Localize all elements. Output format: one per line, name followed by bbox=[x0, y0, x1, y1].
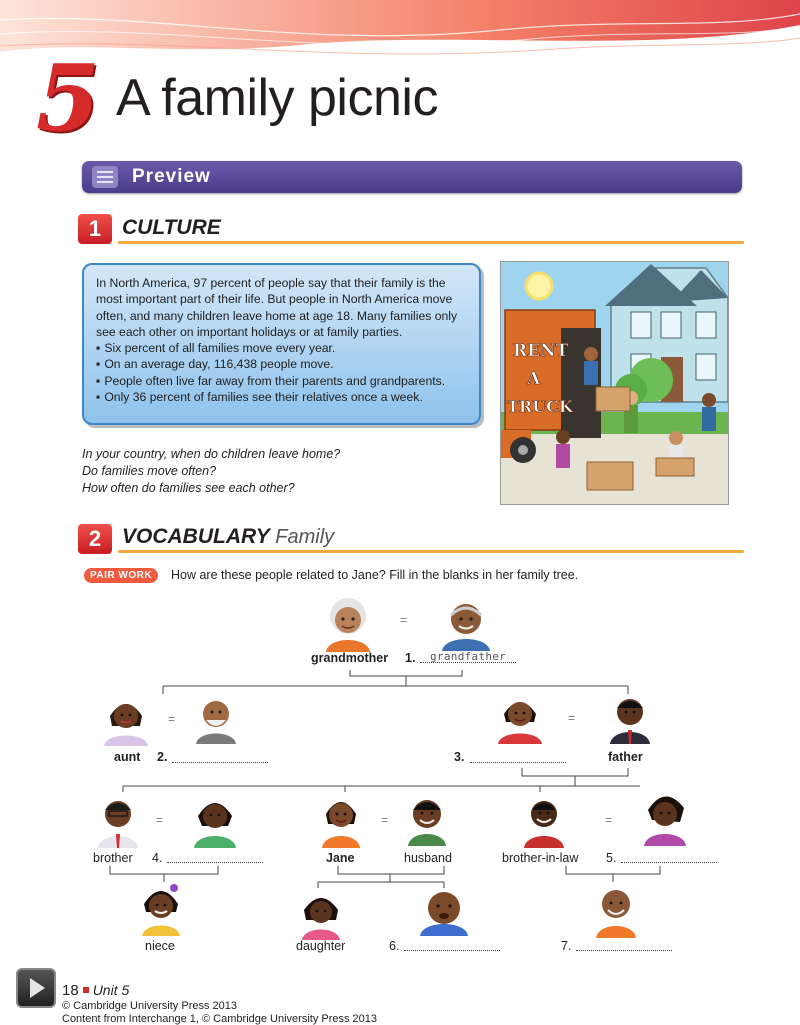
culture-bullet: ▪ On an average day, 116,438 people move. bbox=[96, 356, 471, 372]
brother-in-law-portrait bbox=[522, 790, 566, 848]
aunt-portrait bbox=[100, 692, 152, 746]
section-1-number: 1 bbox=[78, 214, 112, 244]
label-aunt: aunt bbox=[114, 750, 140, 764]
copyright-line: Content from Interchange 1, © Cambridge University Press 2013 bbox=[62, 1013, 377, 1025]
jane-portrait bbox=[318, 790, 364, 848]
label-husband: husband bbox=[404, 851, 452, 865]
equals-sign: = bbox=[381, 813, 388, 827]
label-grandmother: grandmother bbox=[311, 651, 388, 665]
question: How often do families see each other? bbox=[82, 480, 340, 497]
answer-blank-5[interactable] bbox=[621, 851, 717, 863]
answer-blank-6[interactable] bbox=[404, 939, 500, 951]
instruction-text: How are these people related to Jane? Fill in the blanks in her family tree. bbox=[171, 568, 578, 582]
culture-bullet: ▪ People often live far away from their parents and grandparents. bbox=[96, 373, 471, 389]
father-portrait bbox=[606, 690, 654, 744]
label-daughter: daughter bbox=[296, 939, 345, 953]
equals-sign: = bbox=[400, 613, 407, 627]
culture-paragraph-line: In North America, 97 percent of people say that their family is the bbox=[96, 275, 471, 291]
label-q1: 1. bbox=[405, 651, 415, 665]
page-title: A family picnic bbox=[116, 72, 438, 124]
truck-sign-rent: RENT bbox=[513, 341, 569, 361]
page-number: 18 bbox=[62, 982, 79, 999]
nephew-portrait bbox=[594, 880, 638, 938]
page-unit: Unit 5 bbox=[93, 982, 130, 998]
label-q3: 3. bbox=[454, 750, 464, 764]
culture-bullet: ▪ Six percent of all families move every year. bbox=[96, 340, 471, 356]
daughter-portrait bbox=[298, 886, 344, 940]
equals-sign: = bbox=[568, 711, 575, 725]
culture-paragraph-line: most important part of their life. But people in North America move bbox=[96, 291, 471, 307]
grandmother-portrait bbox=[320, 592, 376, 652]
section-2-subtitle: Family bbox=[275, 526, 334, 548]
answer-blank-7[interactable] bbox=[576, 939, 672, 951]
label-brother-in-law: brother-in-law bbox=[502, 851, 578, 865]
question: Do families move often? bbox=[82, 463, 340, 480]
question: In your country, when do children leave home? bbox=[82, 446, 340, 463]
label-q5: 5. bbox=[606, 851, 616, 865]
culture-bullet: ▪ Only 36 percent of families see their relatives once a week. bbox=[96, 389, 471, 405]
preview-label: Preview bbox=[132, 166, 211, 188]
play-icon[interactable] bbox=[16, 968, 56, 1008]
equals-sign: = bbox=[168, 712, 175, 726]
mother-portrait bbox=[494, 692, 546, 744]
answer-blank-3[interactable] bbox=[470, 751, 566, 763]
husband-portrait bbox=[404, 790, 450, 846]
niece-portrait bbox=[136, 878, 186, 936]
brother-portrait bbox=[96, 792, 140, 848]
truck-sign-a: A bbox=[526, 369, 541, 389]
label-niece: niece bbox=[145, 939, 175, 953]
section-1-title: CULTURE bbox=[122, 216, 221, 240]
copyright bbox=[62, 1000, 377, 1025]
answer-blank-2[interactable] bbox=[172, 751, 268, 763]
sister-in-law-portrait bbox=[190, 790, 240, 848]
unit-number: 5 bbox=[36, 52, 100, 144]
section-2-title-text: VOCABULARY bbox=[122, 525, 269, 548]
uncle-portrait bbox=[192, 692, 240, 744]
bullet-square-icon bbox=[83, 987, 89, 993]
copyright-line: © Cambridge University Press 2013 bbox=[62, 1000, 377, 1013]
son-baby-portrait bbox=[416, 884, 472, 936]
truck-sign-truck: TRUCK bbox=[507, 397, 574, 416]
equals-sign: = bbox=[605, 813, 612, 827]
pair-work-badge: PAIR WORK bbox=[84, 568, 158, 583]
label-q7: 7. bbox=[561, 939, 571, 953]
equals-sign: = bbox=[156, 813, 163, 827]
page-footer bbox=[62, 982, 129, 999]
label-q4: 4. bbox=[152, 851, 162, 865]
grandfather-portrait bbox=[438, 595, 494, 651]
label-father: father bbox=[608, 750, 643, 764]
label-q6: 6. bbox=[389, 939, 399, 953]
label-jane: Jane bbox=[326, 851, 355, 865]
label-brother: brother bbox=[93, 851, 133, 865]
culture-paragraph-line: often, and many children leave home at age 18. Many families only bbox=[96, 308, 471, 324]
answer-1-grandfather: grandfather bbox=[430, 650, 506, 663]
label-q2: 2. bbox=[157, 750, 167, 764]
answer-blank-4[interactable] bbox=[167, 851, 263, 863]
culture-paragraph-line: see each other on important holidays or at family parties. bbox=[96, 324, 471, 340]
sister-portrait bbox=[640, 788, 690, 846]
section-2-number: 2 bbox=[78, 524, 112, 554]
